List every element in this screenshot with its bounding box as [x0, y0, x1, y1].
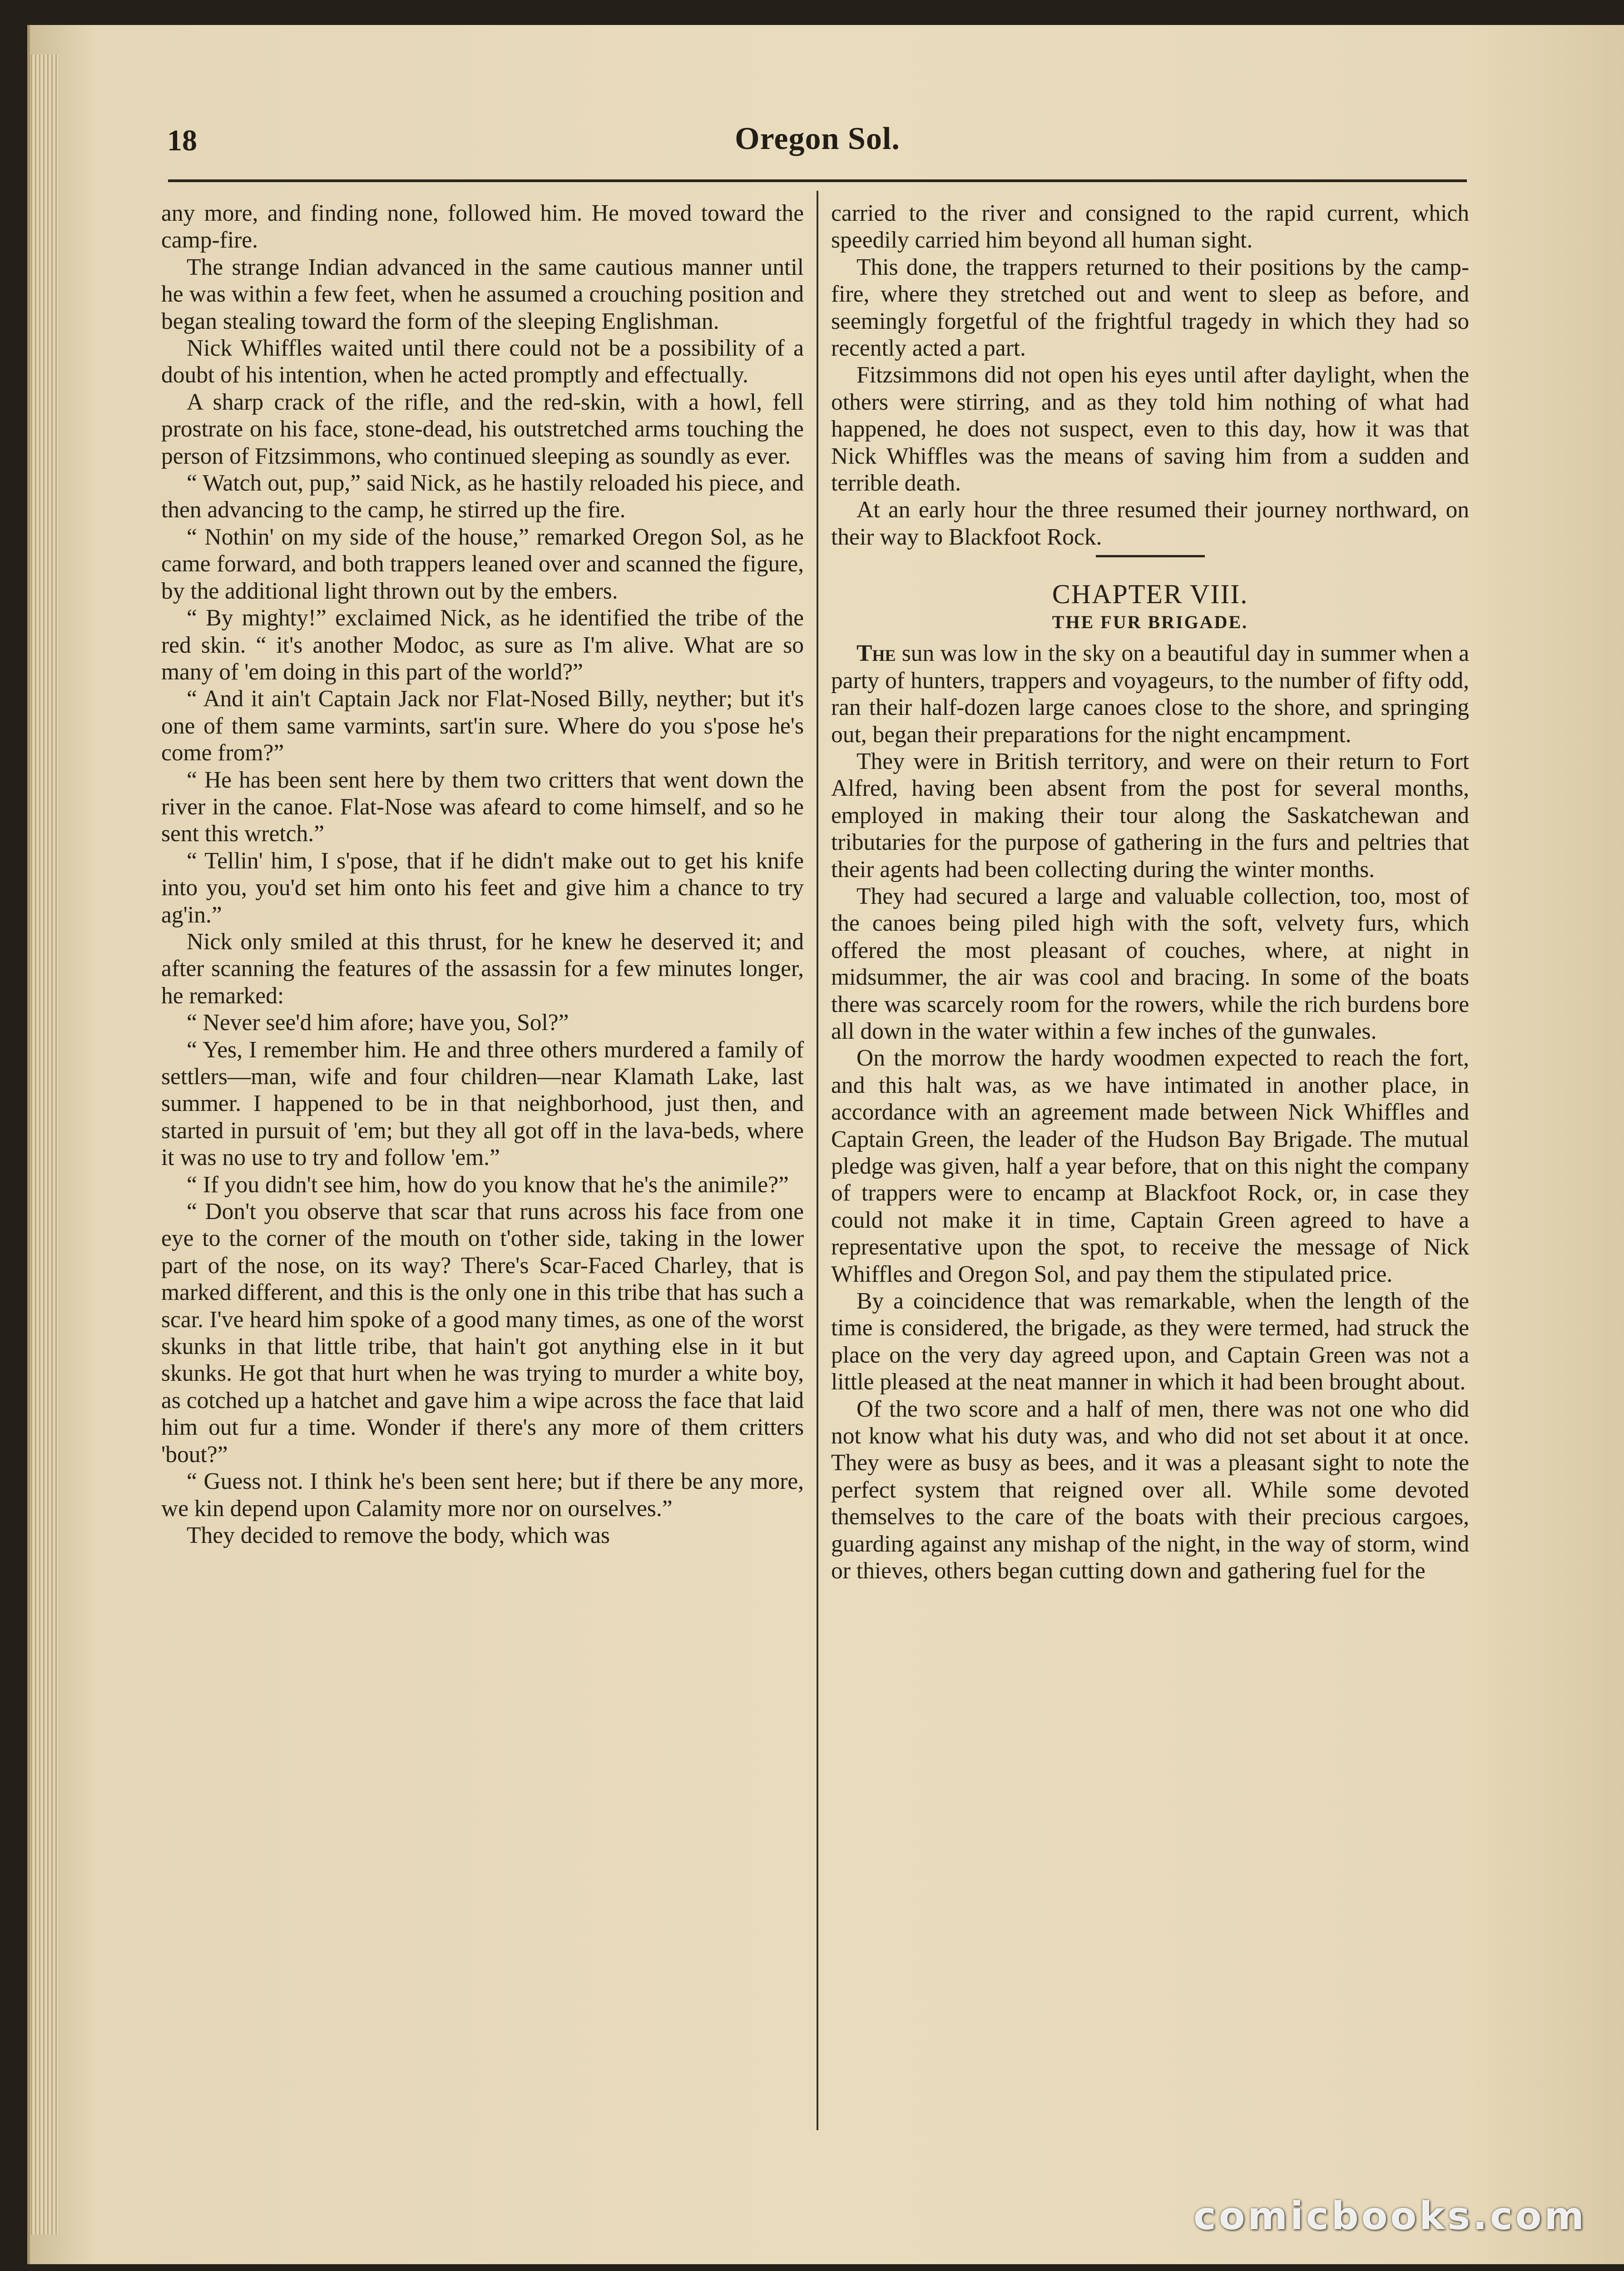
paragraph: “ Tellin' him, I s'pose, that if he didn't make out to get his knife into you, you'd set him onto his feet and give him a chance to try ag'in.” — [161, 848, 804, 928]
header-rule — [168, 179, 1467, 182]
paragraph: carried to the river and consigned to the rapid current, which speedily carried him beyond all human sight. — [831, 200, 1469, 253]
paragraph: “ Nothin' on my side of the house,” remarked Oregon Sol, as he came forward, and both trappers leaned over and scanned the figure, by the additional light thrown out by the embers. — [161, 524, 804, 604]
page-edges — [31, 55, 58, 2235]
paragraph: “ If you didn't see him, how do you know that he's the animile?” — [187, 1171, 789, 1198]
paragraph: Of the two score and a half of men, there was not one who did not know what his duty was, and who did not set about it at once. They were as busy as bees, and it was a pleasant sight to note the perfect system that reigned over all. While some devoted themselves to the care of the boats with their precious cargoes, guarding against any mishap of the night, in the way of storm, wind or thieves, others began cutting down and gathering fuel for the — [831, 1396, 1469, 1584]
chapter-title: CHAPTER VIII. — [1052, 579, 1248, 610]
chapter-opening-paragraph — [831, 640, 1469, 748]
paragraph: On the morrow the hardy woodmen expected to reach the fort, and this halt was, as we have intimated in another place, in accordance with an agreement made between Nick Whiffles and Captain Green, the leader of the Hudson Bay Brigade. The mutual pledge was given, half a year before, that on this night the company of trappers were to encamp at Blackfoot Rock, or, in case they could not make it in time, Captain Green agreed to have a representative upon the spot, to receive the message of Nick Whiffles and Oregon Sol, and pay them the stipulated price. — [831, 1045, 1469, 1287]
drop-word: The — [857, 640, 896, 667]
paragraph: Fitzsimmons did not open his eyes until after daylight, when the others were stirring, and as they told him nothing of what had happened, he does not suspect, even to this day, how it was that Nick Whiffles was the means of saving him from a sudden and terrible death. — [831, 362, 1469, 496]
chapter-subtitle: THE FUR BRIGADE. — [1052, 612, 1248, 633]
paragraph: “ Guess not. I think he's been sent here; but if there be any more, we kin depend upon Calamity more nor on ourselves.” — [161, 1468, 804, 1522]
paragraph: They decided to remove the body, which was — [187, 1522, 610, 1548]
page-number: 18 — [167, 124, 197, 157]
site-watermark: comicbooks.com — [1193, 2194, 1587, 2238]
paragraph: They had secured a large and valuable collection, too, most of the canoes being piled high with the soft, velvety furs, which offered the most pleasant of couches, where, at night in midsummer, the air was cool and bracing. In some of the boats there was scarcely room for the rowers, while the rich burdens bore all down in the water within a few inches of the gunwales. — [831, 883, 1469, 1044]
right-column — [831, 200, 1469, 1585]
column-divider — [817, 191, 818, 2130]
paragraph: any more, and finding none, followed him. He moved toward the camp-fire. — [161, 200, 804, 253]
paragraph: “ Yes, I remember him. He and three others murdered a family of settlers—man, wife and four children—near Klamath Lake, last summer. I happened to be in that neighborhood, just then, and started in pursuit of 'em; but they all got off in the lava-beds, where it was no use to try and follow 'em.” — [161, 1036, 804, 1171]
paragraph: By a coincidence that was remarkable, when the length of the time is considered, the brigade, as they were termed, had struck the place on the very day agreed upon, and Captain Green was not a little pleased at the neat manner in which it had been brought about. — [831, 1288, 1469, 1395]
paragraph: “ And it ain't Captain Jack nor Flat-Nosed Billy, neyther; but it's one of them same varmints, sart'in sure. Where do you s'pose he's come from?” — [161, 686, 804, 766]
paragraph: “ Don't you observe that scar that runs across his face from one eye to the corner of the mouth on t'other side, taking in the lower part of the nose, on its way? There's Scar-Faced Charley, that is marked different, and this is the only one in this tribe that has such a scar. I've heard him spoke of a good many times, as one of the worst skunks in that little tribe, that hain't got anything else in it but skunks. He got that hurt when he was trying to murder a white boy, as cotched up a hatchet and gave him a wipe across the face that laid him out fur a time. Wonder if there's any more of them critters 'bout?” — [161, 1199, 804, 1468]
paragraph: “ Watch out, pup,” said Nick, as he hastily reloaded his piece, and then advancing to the camp, he stirred up the fire. — [161, 470, 804, 523]
paragraph: “ Never see'd him afore; have you, Sol?” — [187, 1010, 569, 1036]
paragraph: “ By mighty!” exclaimed Nick, as he identified the tribe of the red skin. “ it's another Modoc, as sure as I'm alive. What are so many of 'em doing in this part of the world?” — [161, 605, 804, 685]
paragraph: “ He has been sent here by them two critters that went down the river in the canoe. Flat-Nose was afeard to come himself, and so he sent this wretch.” — [161, 767, 804, 847]
paragraph: They were in British territory, and were on their return to Fort Alfred, having been absent from the post for several months, employed in making their tour along the Saskatchewan and tributaries for the purpose of gathering in the furs and peltries that their agents had been collecting during the winter months. — [831, 748, 1469, 883]
paragraph: The strange Indian advanced in the same cautious manner until he was within a few feet, when he assumed a crouching position and began stealing toward the form of the sleeping Englishman. — [161, 254, 804, 334]
section-rule — [1096, 555, 1205, 557]
running-head: Oregon Sol. — [735, 121, 900, 156]
left-column — [161, 200, 804, 1549]
paragraph: At an early hour the three resumed their journey northward, on their way to Blackfoot Rock. — [831, 497, 1469, 550]
paragraph: This done, the trappers returned to their positions by the camp-fire, where they stretched out and went to sleep as before, and seemingly forgetful of the frightful tragedy in which they had so recently acted a part. — [831, 254, 1469, 362]
paragraph: Nick only smiled at this thrust, for he knew he deserved it; and after scanning the features of the assassin for a few minutes longer, he remarked: — [161, 928, 804, 1009]
paragraph: Nick Whiffles waited until there could not be a possibility of a doubt of his intention, when he acted promptly and effectually. — [161, 335, 804, 388]
opening-text: sun was low in the sky on a beautiful day in summer when a party of hunters, trappers and voyageurs, to the number of fifty odd, ran their half-dozen large canoes close to the shore, and springing out, began their preparations for the night encampment. — [831, 640, 1469, 748]
paragraph: A sharp crack of the rifle, and the red-skin, with a howl, fell prostrate on his face, stone-dead, his outstretched arms touching the person of Fitzsimmons, who continued sleeping as soundly as ever. — [161, 389, 804, 469]
